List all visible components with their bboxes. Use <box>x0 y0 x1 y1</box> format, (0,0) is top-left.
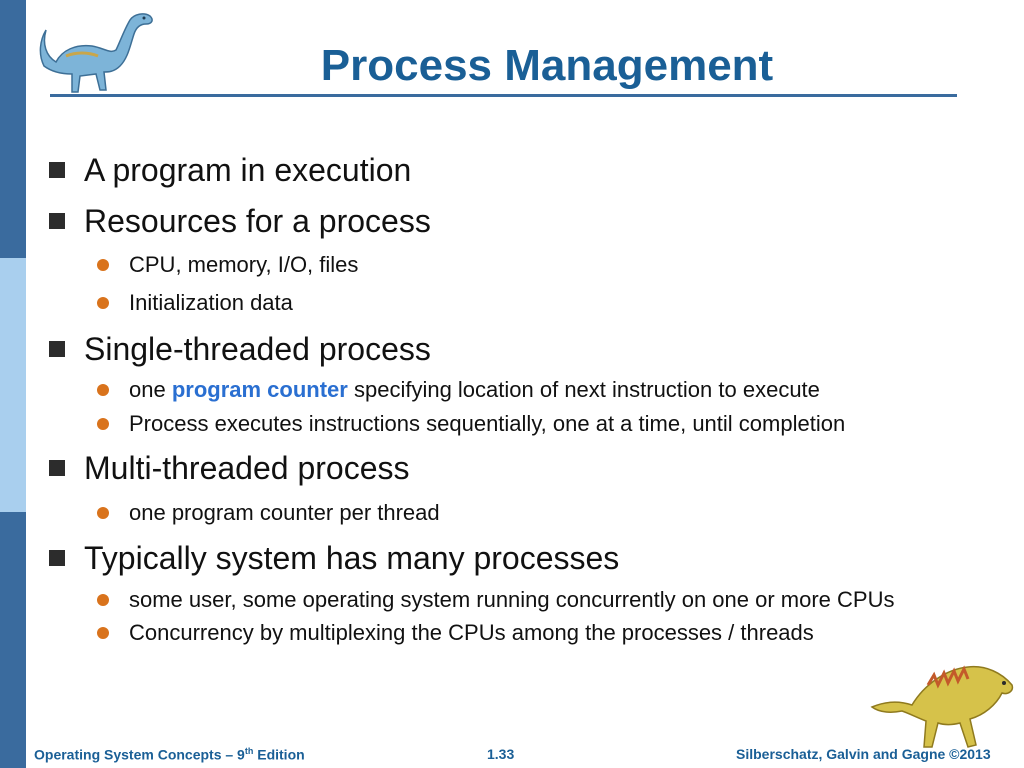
footer-book-prefix: Operating System Concepts – 9 <box>34 746 245 763</box>
sub-bullet-concurrent-cpus: some user, some operating system running concurrently on one or more CPUs <box>129 587 895 612</box>
bullet-single-threaded: Single-threaded process <box>84 331 431 367</box>
slide-title: Process Management <box>320 41 774 90</box>
square-bullet-icon <box>49 162 65 178</box>
round-bullet-icon <box>97 594 109 606</box>
square-bullet-icon <box>49 341 65 357</box>
sub-bullet-initialization: Initialization data <box>129 290 293 315</box>
footer-book-title <box>34 746 305 763</box>
square-bullet-icon <box>49 213 65 229</box>
bullet-program-in-execution: A program in execution <box>84 152 412 188</box>
sub-bullet-resources-list: CPU, memory, I/O, files <box>129 252 359 277</box>
bullet-multi-threaded: Multi-threaded process <box>84 450 410 486</box>
square-bullet-icon <box>49 460 65 476</box>
bullet-resources: Resources for a process <box>84 203 431 239</box>
round-bullet-icon <box>97 297 109 309</box>
dinosaur-logo-icon <box>36 6 156 96</box>
text-segment: one <box>129 377 172 402</box>
sidebar-stripe-top <box>0 0 26 258</box>
sub-bullet-counter-per-thread: one program counter per thread <box>129 500 440 525</box>
round-bullet-icon <box>97 418 109 430</box>
bullet-many-processes: Typically system has many processes <box>84 540 620 576</box>
square-bullet-icon <box>49 550 65 566</box>
footer-edition-sup: th <box>244 746 254 756</box>
round-bullet-icon <box>97 384 109 396</box>
round-bullet-icon <box>97 627 109 639</box>
sub-bullet-sequential: Process executes instructions sequentially, one at a time, until completion <box>129 411 846 436</box>
footer-book-suffix: Edition <box>253 746 305 763</box>
dinosaur-illustration-icon <box>868 655 1018 753</box>
footer-copyright: Silberschatz, Galvin and Gagne ©2013 <box>736 746 991 762</box>
sidebar-stripe-middle <box>0 258 26 512</box>
sidebar-stripe-bottom <box>0 512 26 768</box>
title-underline <box>50 94 957 97</box>
sub-bullet-multiplexing: Concurrency by multiplexing the CPUs among the processes / threads <box>129 620 814 645</box>
round-bullet-icon <box>97 507 109 519</box>
round-bullet-icon <box>97 259 109 271</box>
highlighted-term: program counter <box>171 377 348 402</box>
text-segment: specifying location of next instruction to execute <box>347 377 820 402</box>
footer-page-number: 1.33 <box>487 746 515 762</box>
sub-bullet-program-counter <box>129 377 820 403</box>
